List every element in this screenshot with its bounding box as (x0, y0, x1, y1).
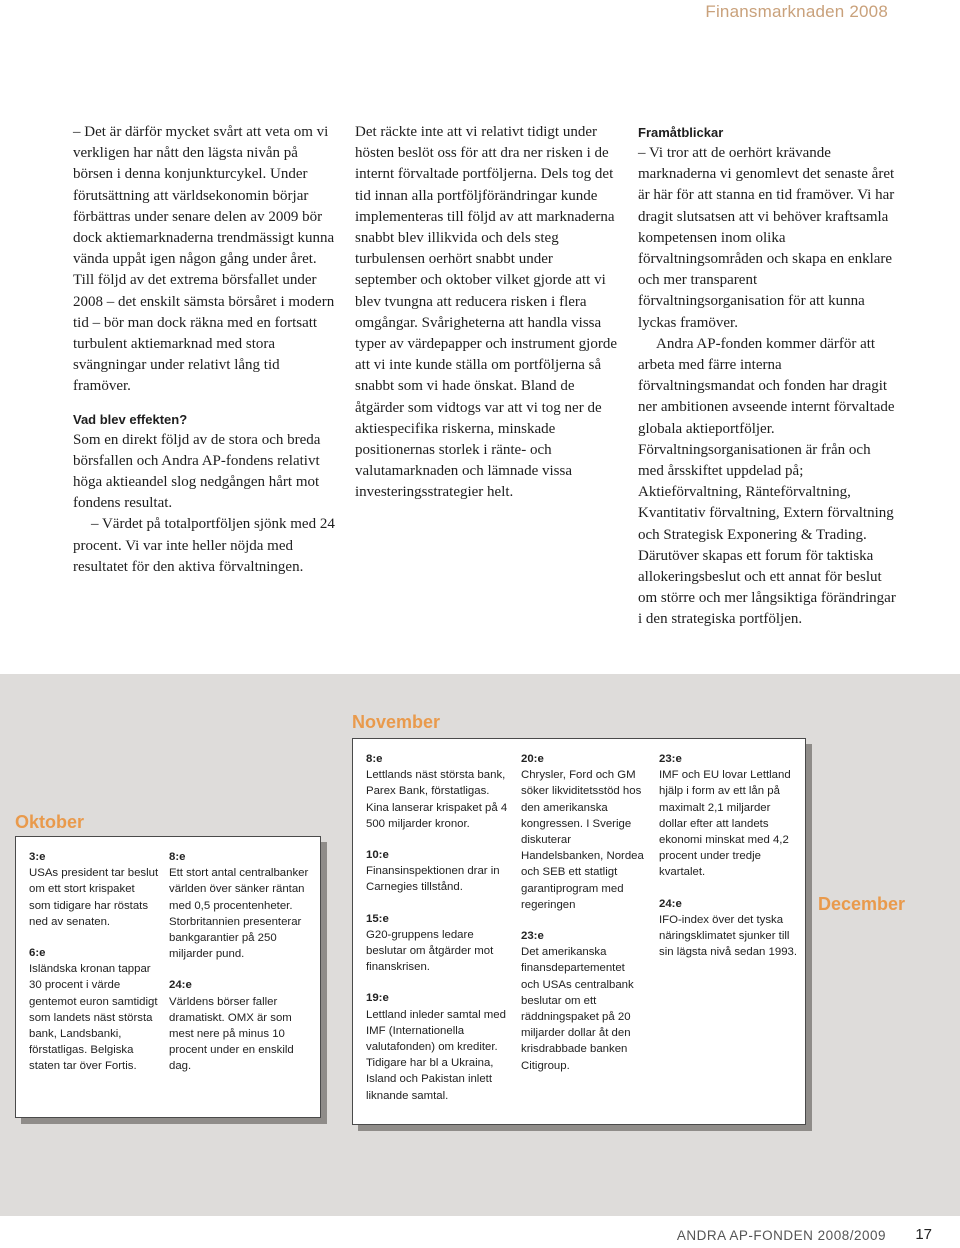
timeline-event (366, 751, 511, 832)
paragraph: Andra AP-fonden kommer därför att arbeta med färre interna förvaltningsmandat och fonden har dragit ner ambitionen avseende internt förvaltade globala aktieportföljer. Förvaltningsorganisationen är från och med årsskiftet uppdelad på; Aktieförvaltning, Ränteförvaltning, Kvantitativ förvaltning, Extern förvaltning och Strategisk Exponering & Trading. Därutöver skapas ett forum för taktiska allokeringsbeslut och ett annat för beslut om större och mer långsiktiga förändringar i den strategiska portföljen. (638, 335, 896, 628)
month-label-october: Oktober (15, 812, 85, 832)
running-header: Finansmarknaden 2008 (705, 2, 888, 21)
timeline-event (29, 849, 159, 930)
event-date: 19:e (366, 992, 389, 1005)
event-date: 20:e (521, 753, 544, 765)
event-text: Chrysler, Ford och GM söker likviditetsstöd hos den amerikanska kongressen. I Sverige diskuterar Handelsbanken, Nordea och SEB ett statligt garantiprogram med regeringen (521, 769, 644, 911)
event-date: 15:e (366, 912, 389, 925)
timeline-event (169, 849, 309, 962)
event-date: 10:e (366, 849, 389, 862)
text-column-2 (355, 122, 617, 504)
timeline-event (521, 751, 646, 913)
paragraph: – Det är därför mycket svårt att veta om vi verkligen har nått den lägsta nivån på börsen i denna konjunkturcykel. Under förutsättning att världsekonomin börjar förbättras under senare delen av 2009 bör dock aktiemarknaderna trendmässigt kunna vända uppåt igen någon gång under året. Till följd av det extrema börsfallet under 2008 – det enskilt sämsta börsåret i modern tid – bör man dock räkna med en fortsatt turbulent aktiemarknad med stora svängningar under relativt lång tid framöver. (73, 124, 335, 395)
paragraph: Som en direkt följd av de stora och breda börsfallen och Andra AP-fondens relativt höga aktieandel slog nedgången hårt mot fondens resultat. (73, 431, 321, 512)
event-date: 6:e (29, 947, 46, 960)
event-date: 8:e (366, 753, 383, 765)
event-date: 23:e (659, 753, 682, 765)
text-column-1 (73, 122, 335, 578)
event-date: 24:e (169, 979, 192, 992)
timeline-event (366, 911, 511, 976)
timeline-column (29, 849, 159, 1090)
paragraph: – Vi tror att de oerhört krävande marknaderna vi genomlevt det senaste året är här för att stanna en tid framöver. Vi har dragit slutsatsen att vi behöver kraftsamla kompetensen inom olika förvaltningsområden och skapa en enklare och mer transparent förvaltningsorganisation för att kunna lyckas framöver. (638, 145, 895, 331)
event-text: Lettlands näst största bank, Parex Bank, förstatligas. Kina lanserar krispaket på 4 500 miljarder kronor. (366, 769, 508, 830)
timeline-column (366, 751, 511, 1119)
paragraph: Det räckte inte att vi relativt tidigt under hösten beslöt oss för att dra ner risken i de internt förvaltade portföljerna. Dels tog det tid innan alla portföljförändringar kunde implementeras till följd av att marknaderna snabbt blev illikvida och dels steg turbulensen oerhört snabbt under september och oktober vilket gjorde att vi blev tvungna att reducera risken i flera omgångar. Svårigheterna att handla vissa typer av värdepapper och instrument gjorde att vi inte kunde ställa om portföljerna så snabbt som vi hade önskat. Bland de åtgärder som vidtogs var att vi tog ner de aktiespecifika riskerna, minskade positionernas storlek i ränte- och valutamarknaden och lämnade vissa investeringsstrategier helt. (355, 124, 617, 501)
timeline-box-october (15, 836, 321, 1118)
section-heading: Framåtblickar (638, 125, 724, 140)
event-date: 24:e (659, 897, 682, 910)
event-text: Lettland inleder samtal med IMF (Internationella valutafonden) om krediter. Tidigare har bl a Ukraina, Island och Pakistan inlett liknande samtal. (366, 1008, 506, 1102)
timeline-event (29, 945, 159, 1075)
event-text: Världens börser faller dramatiskt. OMX är som mest nere på minus 10 procent under en enskild dag. (169, 995, 294, 1073)
month-label-november: November (352, 712, 441, 732)
text-column-3 (638, 122, 900, 631)
event-text: Det amerikanska finansdepartementet och USAs centralbank beslutar om ett räddningspaket på 20 miljarder dollar åt den krisdrabbade banken Citigroup. (521, 946, 634, 1072)
timeline-event (169, 977, 309, 1074)
event-text: IMF och EU lovar Lettland hjälp i form av ett lån på maximalt 2,1 miljarder dollar efter att landets ekonomi minskat med 4,2 procent under tredje kvartalet. (659, 769, 791, 879)
timeline-column (521, 751, 646, 1089)
timeline-event (659, 896, 799, 961)
event-text: Ett stort antal centralbanker världen över sänker räntan med 0,5 procentenheter. Storbritannien presenterar bankgarantier på 250 miljarder pund. (169, 867, 309, 961)
timeline-event (659, 751, 799, 881)
event-text: IFO-index över det tyska näringsklimatet sjunker till sin lägsta nivå sedan 1993. (659, 913, 798, 959)
event-text: Finansinspektionen drar in Carnegies tillstånd. (366, 865, 500, 894)
section-heading: Vad blev effekten? (73, 411, 188, 427)
event-date: 3:e (29, 851, 46, 863)
event-date: 8:e (169, 851, 186, 863)
month-label-december: December (818, 894, 906, 914)
event-text: G20-gruppens ledare beslutar om åtgärder mot finanskrisen. (366, 928, 494, 974)
timeline-event (366, 847, 511, 896)
timeline-event (366, 990, 511, 1103)
paragraph: – Värdet på totalportföljen sjönk med 24 procent. Vi var inte heller nöjda med resultatet för den aktiva förvaltningen. (73, 516, 335, 575)
timeline-column (169, 849, 309, 1090)
page-number: 17 (915, 1226, 932, 1243)
event-date: 23:e (521, 930, 544, 943)
event-text: Isländska kronan tappar 30 procent i värde gentemot euron samtidigt som landets näst största bank, Landsbanki, förstatligas. Belgiska staten tar över Fortis. (29, 963, 158, 1073)
timeline-column (659, 751, 799, 975)
event-text: USAs president tar beslut om ett stort krispaket som tidigare har röstats ned av senaten. (29, 867, 159, 928)
timeline-event (521, 928, 646, 1074)
timeline-box-november (352, 738, 806, 1125)
footer-publication: ANDRA AP-FONDEN 2008/2009 (676, 1228, 886, 1243)
